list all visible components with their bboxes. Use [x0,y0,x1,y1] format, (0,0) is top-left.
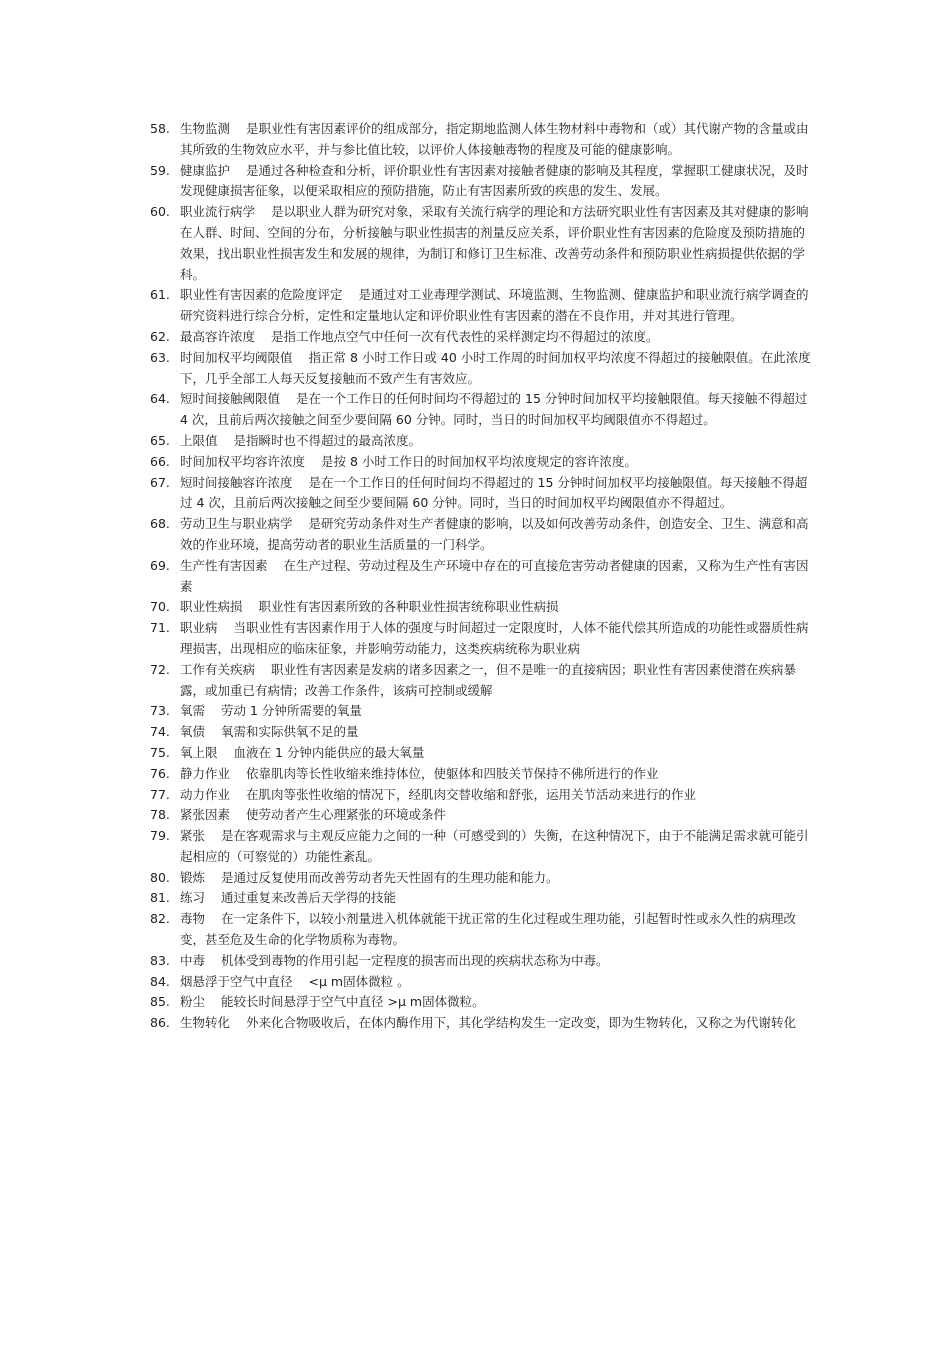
definition-item [150,285,815,327]
item-number: 74. [150,724,170,740]
item-term: 中毒 [180,952,206,968]
item-term: 烟悬浮于空气中直径 [180,973,293,989]
definition-item [150,660,815,702]
item-number: 86. [150,1015,170,1031]
item-definition: 是指工作地点空气中任何一次有代表性的采样测定均不得超过的浓度。 [271,328,659,344]
item-term: 劳动卫生与职业病学 [180,516,293,532]
definition-item [150,805,815,826]
definition-item [150,597,815,618]
item-term: 短时间接触容许浓度 [180,474,293,490]
item-definition: 是通过对工业毒理学测试、环境监测、生物监测、健康监护和职业流行病学调查的研究资料进行综合分析，定性和定量地认定和评价职业性有害因素的潜在不良作用，并对其进行管理。 [180,287,809,324]
definition-item [150,1013,815,1034]
item-number: 63. [150,349,170,365]
item-definition: 通过重复来改善后天学得的技能 [221,890,397,906]
item-term: 氧需 [180,703,206,719]
item-number: 81. [150,890,170,906]
item-term: 氧上限 [180,744,218,760]
item-definition: 能较长时间悬浮于空气中直径 >μ m固体微粒。 [221,994,485,1010]
item-term: 上限值 [180,432,218,448]
definition-item [150,972,815,993]
item-number: 83. [150,952,170,968]
item-definition: 是通过各种检查和分析，评价职业性有害因素对接触者健康的影响及其程度，掌握职工健康状况，及时发现健康损害征象，以便采取相应的预防措施，防止有害因素所致的疾患的发生、发展。 [180,162,809,199]
definition-list [150,119,815,1034]
item-number: 85. [150,994,170,1010]
item-number: 67. [150,474,170,490]
item-term: 练习 [180,890,206,906]
item-definition: 是在客观需求与主观反应能力之间的一种（可感受到的）失衡，在这种情况下，由于不能满足需求就可能引起相应的（可察觉的）功能性紊乱。 [180,828,809,864]
definition-item [150,701,815,722]
definition-item [150,951,815,972]
definition-item [150,327,815,348]
item-term: 职业病 [180,620,218,636]
item-definition: 在肌肉等张性收缩的情况下，经肌肉交替收缩和舒张，运用关节活动来进行的作业 [246,786,697,802]
definition-item [150,202,815,285]
item-definition: 劳动 1 分钟所需要的氧量 [221,703,362,719]
item-definition: 是在一个工作日的任何时间均不得超过的 15 分钟时间加权平均接触限值。每天接触不得超过 4 次，且前后两次接触之间至少要间隔 60 分钟。同时，当日的时间加权平均阈限值亦不得超过。 [180,474,808,511]
item-term: 锻炼 [180,869,206,885]
definition-item [150,909,815,951]
item-number: 82. [150,911,170,927]
item-term: 职业性病损 [180,599,243,615]
item-definition: 职业性有害因素所致的各种职业性损害统称职业性病损 [258,599,559,615]
item-term: 生物监测 [180,121,231,136]
item-number: 79. [150,828,170,844]
definition-item [150,722,815,743]
item-term: 短时间接触阈限值 [180,391,281,407]
definition-item [150,743,815,764]
definition-item [150,826,815,868]
item-term: 毒物 [180,911,206,927]
item-term: 静力作业 [180,765,231,781]
item-definition: 是职业性有害因素评价的组成部分，指定期地监测人体生物材料中毒物和（或）其代谢产物的含量或由其所致的生物效应水平，并与参比值比较，以评价人体接触毒物的程度及可能的健康影响。 [180,121,809,157]
item-number: 76. [150,765,170,781]
item-term: 紧张 [180,828,206,844]
item-definition: 机体受到毒物的作用引起一定程度的损害而出现的疾病状态称为中毒。 [221,952,609,968]
item-definition: 是研究劳动条件对生产者健康的影响，以及如何改善劳动条件，创造安全、卫生、满意和高效的作业环境，提高劳动者的职业生活质量的一门科学。 [180,516,809,552]
item-number: 71. [150,620,170,636]
item-definition: 当职业性有害因素作用于人体的强度与时间超过一定限度时，人体不能代偿其所造成的功能性或器质性病理损害，出现相应的临床征象，并影响劳动能力，这类疾病统称为职业病 [180,620,809,656]
definition-item [150,348,815,390]
item-definition: 外来化合物吸收后，在体内酶作用下，其化学结构发生一定改变，即为生物转化，又称之为代谢转化 [246,1015,797,1031]
item-term: 生物转化 [180,1015,231,1031]
item-term: 粉尘 [180,994,206,1010]
definition-item [150,514,815,556]
item-number: 73. [150,703,170,719]
definition-item [150,119,815,161]
item-term: 生产性有害因素 [180,557,268,573]
definition-item [150,992,815,1013]
item-definition: 血液在 1 分钟内能供应的最大氧量 [233,744,425,760]
item-definition: 在生产过程、劳动过程及生产环境中存在的可直接危害劳动者健康的因素，又称为生产性有害因素 [180,557,809,594]
item-number: 72. [150,661,170,677]
item-definition: 指正常 8 小时工作日或 40 小时工作周的时间加权平均浓度不得超过的接触限值。在此浓度下，几乎全部工人每天反复接触而不致产生有害效应。 [180,349,811,386]
item-term: 职业流行病学 [180,204,256,220]
item-term: 时间加权平均容许浓度 [180,453,306,469]
item-term: 氧债 [180,724,206,740]
item-number: 64. [150,391,170,407]
definition-item [150,868,815,889]
item-term: 职业性有害因素的危险度评定 [180,287,343,303]
item-definition: 在一定条件下，以较小剂量进入机体就能干扰正常的生化过程或生理功能，引起暂时性或永久性的病理改变，甚至危及生命的化学物质称为毒物。 [180,911,797,948]
item-number: 77. [150,786,170,802]
item-definition: 是以职业人群为研究对象，采取有关流行病学的理论和方法研究职业性有害因素及其对健康的影响在人群、时间、空间的分布，分析接触与职业性损害的剂量反应关系，评价职业性有害因素的危险度及预防措施的效果，找出职业性损害发生和发展的规律，为制订和修订卫生标准、改善劳动条件和预防职业性病损提供依据的学科。 [180,204,809,282]
item-term: 动力作业 [180,786,231,802]
item-definition: 职业性有害因素是发病的诸多因素之一，但不是唯一的直接病因；职业性有害因素使潜在疾病暴露，或加重已有病情；改善工作条件，该病可控制或缓解 [180,661,797,698]
definition-item [150,888,815,909]
item-number: 66. [150,453,170,469]
item-number: 69. [150,557,170,573]
item-number: 59. [150,162,170,178]
item-definition: 是在一个工作日的任何时间均不得超过的 15 分钟时间加权平均接触限值。每天接触不得超过 4 次，且前后两次接触之间至少要间隔 60 分钟。同时，当日的时间加权平均阈限值亦不得超过。 [180,391,808,428]
item-definition: 氧需和实际供氧不足的量 [221,724,359,740]
item-definition: <μ m固体微粒 。 [308,973,410,989]
item-number: 62. [150,328,170,344]
item-term: 健康监护 [180,162,231,178]
item-number: 78. [150,807,170,823]
definition-item [150,618,815,660]
item-number: 68. [150,516,170,532]
item-number: 61. [150,287,170,303]
item-number: 65. [150,432,170,448]
item-term: 紧张因素 [180,807,231,823]
definition-item [150,389,815,431]
item-number: 84. [150,973,170,989]
item-definition: 是通过反复使用而改善劳动者先天性固有的生理功能和能力。 [221,869,559,885]
item-number: 60. [150,204,170,220]
definition-item [150,452,815,473]
item-number: 80. [150,869,170,885]
definition-item [150,556,815,598]
item-number: 75. [150,744,170,760]
definition-item [150,764,815,785]
definition-item [150,785,815,806]
item-term: 时间加权平均阈限值 [180,349,293,365]
item-number: 70. [150,599,170,615]
item-term: 最高容许浓度 [180,328,256,344]
item-term: 工作有关疾病 [180,661,256,677]
definition-item [150,473,815,515]
item-definition: 使劳动者产生心理紧张的环境或条件 [246,807,447,823]
item-definition: 是指瞬时也不得超过的最高浓度。 [233,432,422,448]
definition-item [150,161,815,203]
item-definition: 是按 8 小时工作日的时间加权平均浓度规定的容许浓度。 [321,453,637,469]
item-definition: 依靠肌肉等长性收缩来维持体位，使躯体和四肢关节保持不佛所进行的作业 [246,765,659,781]
definition-item [150,431,815,452]
item-number: 58. [150,121,170,136]
